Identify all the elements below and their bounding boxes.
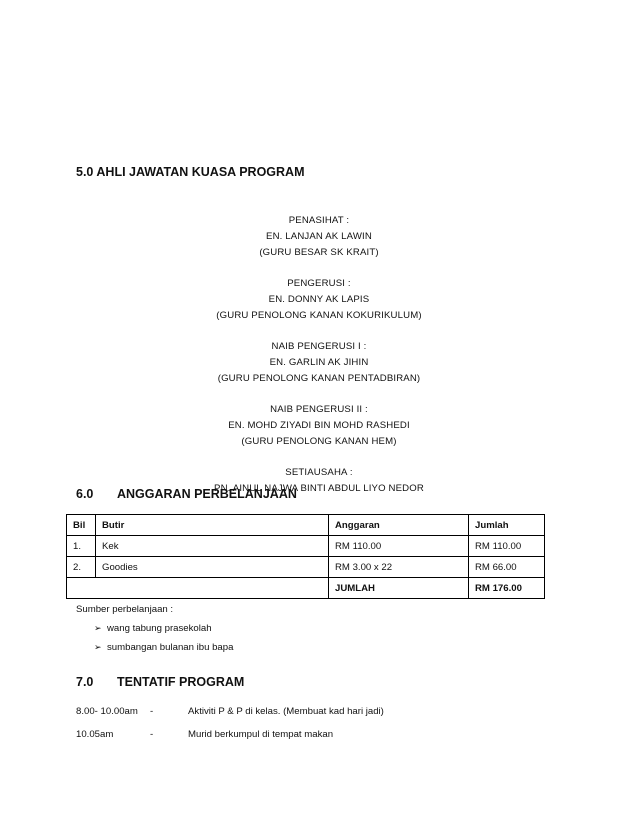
section-6-title: ANGGARAN PERBELANJAAN (117, 487, 297, 501)
header-bil: Bil (67, 515, 96, 536)
funding-list (76, 619, 233, 657)
arrow-bullet-icon: ➢ (94, 623, 102, 633)
committee-name: EN. DONNY AK LAPIS (268, 294, 370, 305)
cell-jumlah: RM 66.00 (469, 557, 545, 578)
funding-title: Sumber perbelanjaan : (76, 604, 174, 615)
arrow-bullet-icon: ➢ (94, 642, 102, 652)
committee-name: EN. MOHD ZIYADI BIN MOHD RASHEDI (228, 420, 410, 431)
cell-bil: 2. (67, 557, 96, 578)
schedule-time: 8.00- 10.00am (76, 706, 138, 717)
section-6-number: 6.0 (76, 487, 94, 501)
section-7-title: TENTATIF PROGRAM (117, 675, 245, 689)
header-anggaran: Anggaran (329, 515, 469, 536)
committee-position: (GURU PENOLONG KANAN KOKURIKULUM) (216, 310, 422, 321)
committee-position: (GURU BESAR SK KRAIT) (259, 247, 379, 258)
committee-role: PENGERUSI : (287, 278, 351, 289)
committee-name: PN. AINUL NAJWA BINTI ABDUL LIYO NEDOR (214, 483, 424, 494)
committee-role: PENASIHAT : (288, 215, 350, 226)
cell-jumlah: RM 110.00 (469, 536, 545, 557)
table-header-row (67, 515, 545, 536)
committee-list (0, 213, 638, 497)
total-value: RM 176.00 (469, 578, 545, 599)
total-label: JUMLAH (329, 578, 469, 599)
cell-anggaran: RM 110.00 (329, 536, 469, 557)
committee-role: SETIAUSAHA : (285, 467, 353, 478)
committee-name: EN. GARLIN AK JIHIN (269, 357, 369, 368)
committee-role: NAIB PENGERUSI I : (271, 341, 367, 352)
schedule-activity: Aktiviti P & P di kelas. (Membuat kad hari jadi) (188, 706, 384, 717)
table-row (67, 536, 545, 557)
committee-position: (GURU PENOLONG KANAN PENTADBIRAN) (217, 373, 421, 384)
list-item (94, 619, 233, 638)
header-butir: Butir (96, 515, 329, 536)
schedule-dash: - (150, 706, 154, 717)
cell-anggaran: RM 3.00 x 22 (329, 557, 469, 578)
schedule-time: 10.05am (76, 729, 114, 740)
committee-name: EN. LANJAN AK LAWIN (266, 231, 372, 242)
section-7-number: 7.0 (76, 675, 94, 689)
committee-position: (GURU PENOLONG KANAN HEM) (241, 436, 397, 447)
header-jumlah: Jumlah (469, 515, 545, 536)
cell-butir: Kek (96, 536, 329, 557)
section-6-heading (76, 487, 297, 501)
table-total-row (67, 578, 545, 599)
section-5-heading: 5.0 AHLI JAWATAN KUASA PROGRAM (76, 165, 305, 179)
list-item (94, 638, 233, 657)
table-row (67, 557, 545, 578)
funding-sources (76, 600, 233, 657)
budget-table (66, 514, 545, 599)
cell-butir: Goodies (96, 557, 329, 578)
funding-item: wang tabung prasekolah (107, 623, 212, 634)
committee-role: NAIB PENGERUSI II : (270, 404, 368, 415)
schedule-dash: - (150, 729, 154, 740)
section-7-heading (76, 675, 244, 689)
funding-item: sumbangan bulanan ibu bapa (107, 642, 234, 653)
cell-bil: 1. (67, 536, 96, 557)
schedule-activity: Murid berkumpul di tempat makan (188, 729, 334, 740)
cell-empty (67, 578, 329, 599)
